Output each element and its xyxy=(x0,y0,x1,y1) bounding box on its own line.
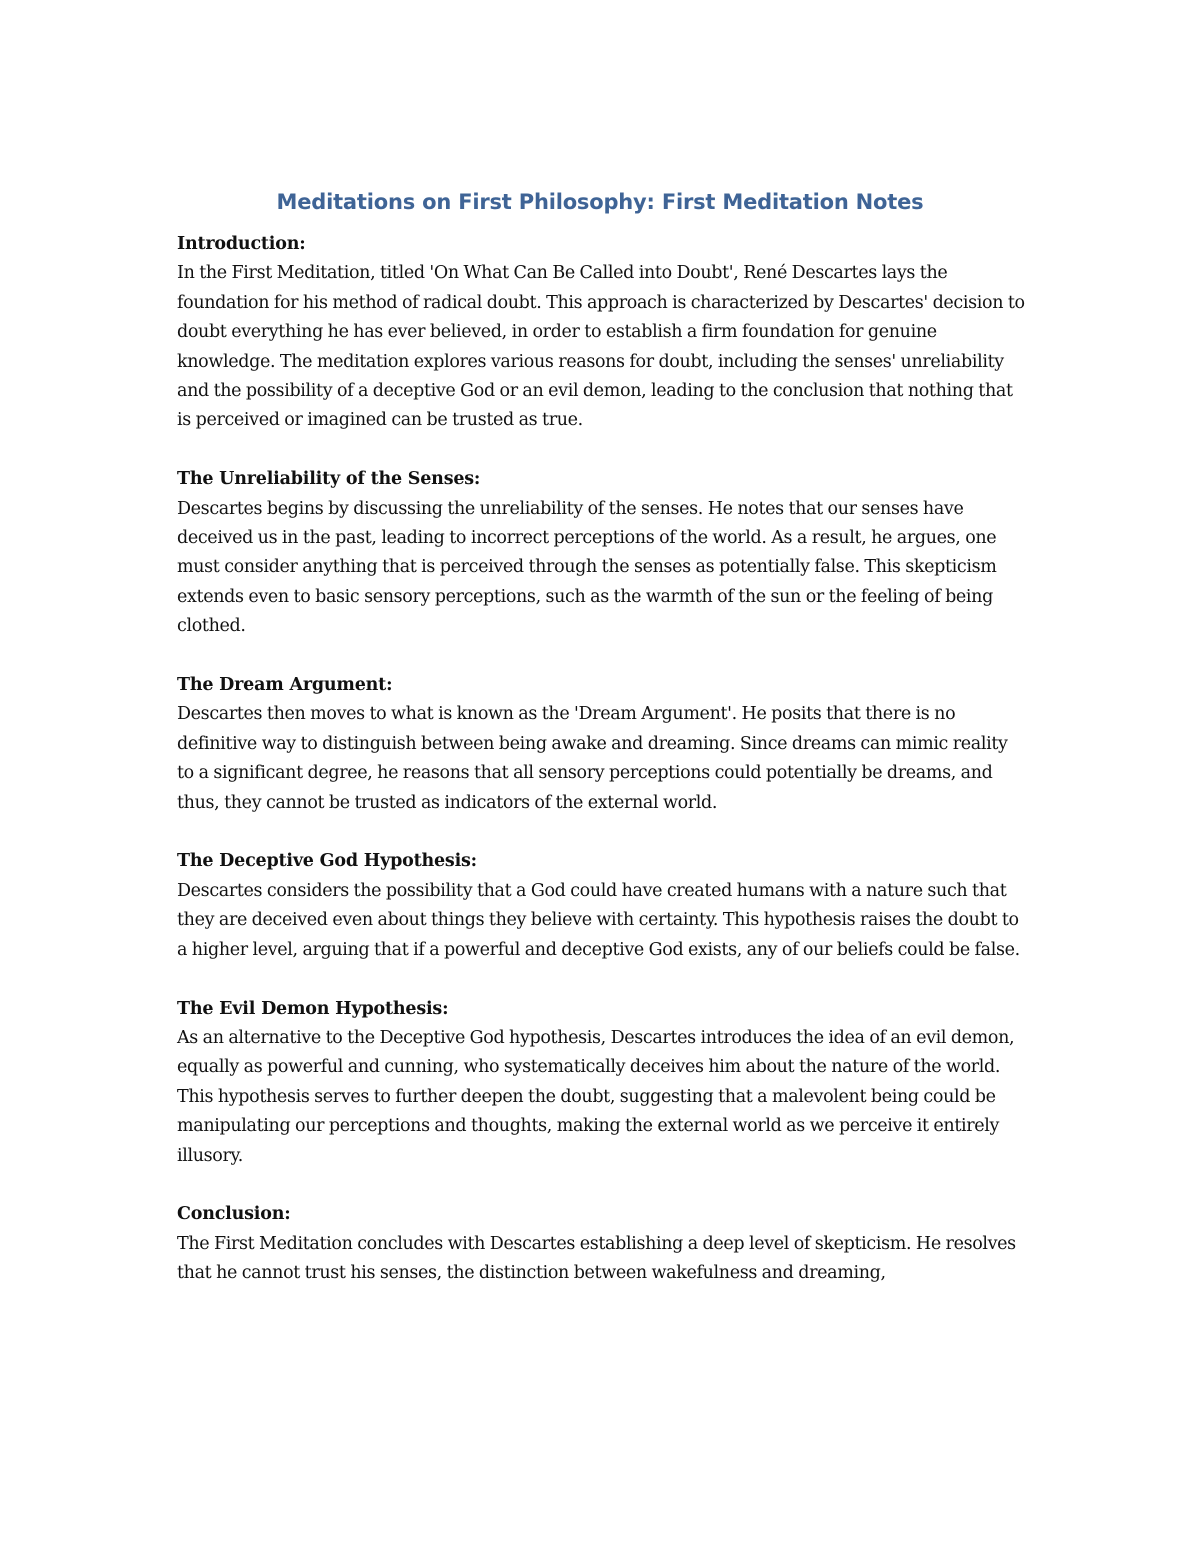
section-evil-demon xyxy=(177,995,1025,1171)
section-heading: The Dream Argument: xyxy=(177,675,393,696)
section-unreliability-of-senses xyxy=(177,465,1025,641)
section-heading: Conclusion: xyxy=(177,1204,291,1225)
section-heading: The Evil Demon Hypothesis: xyxy=(177,998,449,1019)
section-conclusion xyxy=(177,1200,1025,1288)
section-paragraph: The First Meditation concludes with Descartes establishing a deep level of skepticism. He resolves that he cannot trust his senses, the distinction between wakefulness and dreaming, xyxy=(177,1233,1016,1284)
section-deceptive-god xyxy=(177,847,1025,965)
section-heading: The Deceptive God Hypothesis: xyxy=(177,851,477,872)
section-heading: Introduction: xyxy=(177,234,306,254)
section-heading: The Unreliability of the Senses: xyxy=(177,469,481,490)
section-paragraph: Descartes then moves to what is known as the 'Dream Argument'. He posits that there is no definitive way to distinguish between being awake and dreaming. Since dreams can mimic reality to a significant degree, he reasons that all sensory perceptions could potentially be dreams, and thus, they cannot be trusted as indicators of the external world. xyxy=(177,704,1008,813)
section-paragraph: As an alternative to the Deceptive God hypothesis, Descartes introduces the idea of an evil demon, equally as powerful and cunning, who systematically deceives him about the nature of the world. This hypothesis serves to further deepen the doubt, suggesting that a malevolent being could be manipulating our perceptions and thoughts, making the external world as we perceive it entirely illusory. xyxy=(177,1027,1015,1166)
section-introduction xyxy=(177,230,1025,436)
section-paragraph: Descartes considers the possibility that a God could have created humans with a nature such that they are deceived even about things they believe with certainty. This hypothesis raises the doubt to a higher level, arguing that if a powerful and deceptive God exists, any of our beliefs could be false. xyxy=(177,880,1020,960)
section-paragraph: In the First Meditation, titled 'On What Can Be Called into Doubt', René Descartes lays the foundation for his method of radical doubt. This approach is characterized by Descartes' decision to doubt everything he has ever believed, in order to establish a firm foundation for genuine knowledge. The meditation explores various reasons for doubt, including the senses' unreliability and the possibility of a deceptive God or an evil demon, leading to the conclusion that nothing that is perceived or imagined can be trusted as true. xyxy=(177,263,1025,431)
document-body xyxy=(177,230,1025,1318)
section-dream-argument xyxy=(177,671,1025,818)
section-paragraph: Descartes begins by discussing the unreliability of the senses. He notes that our senses have deceived us in the past, leading to incorrect perceptions of the world. As a result, he argues, one must consider anything that is perceived through the senses as potentially false. This skepticism extends even to basic sensory perceptions, such as the warmth of the sun or the feeling of being clothed. xyxy=(177,498,997,637)
document-title: Meditations on First Philosophy: First Meditation Notes xyxy=(276,190,924,214)
